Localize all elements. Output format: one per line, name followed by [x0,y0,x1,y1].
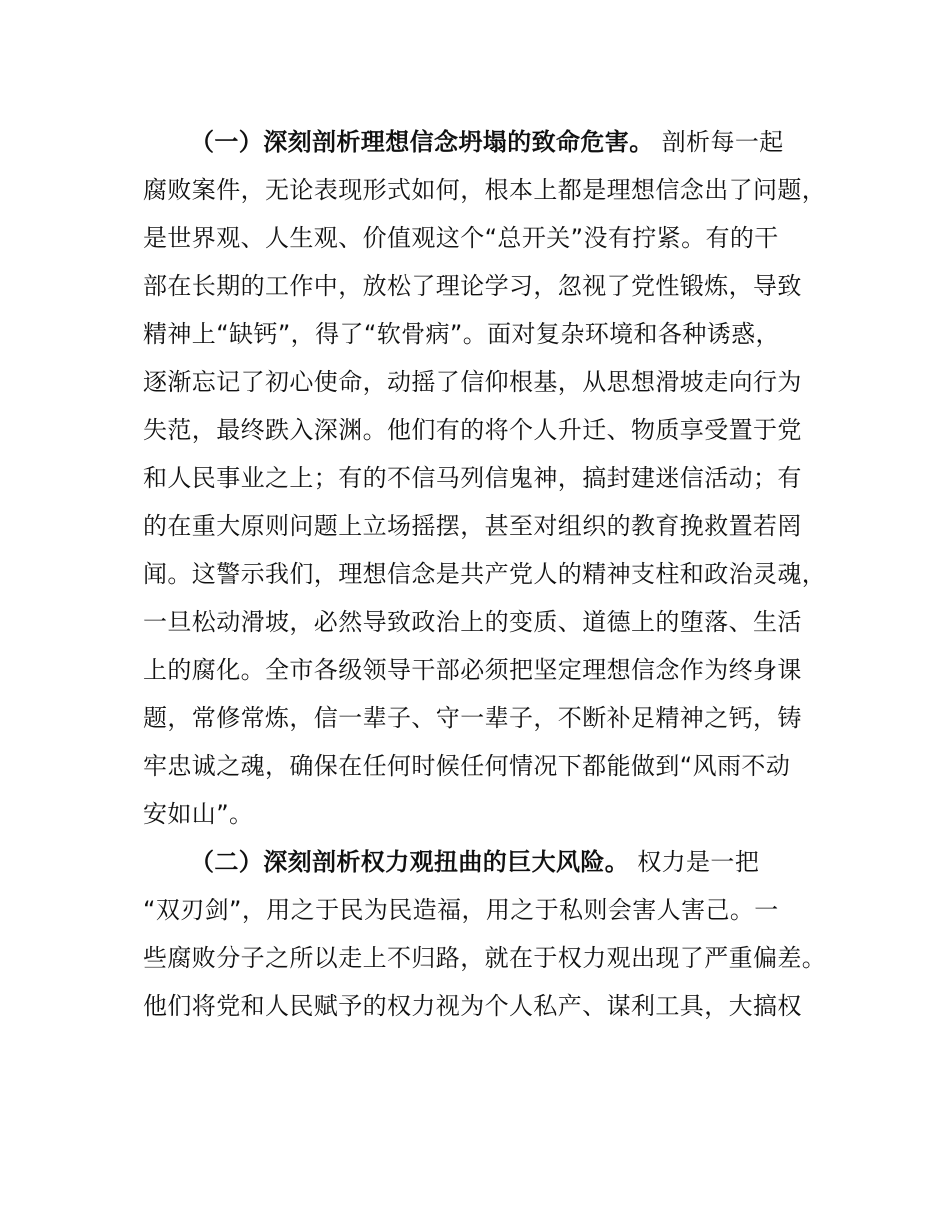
text-line: 逐渐忘记了初心使命，动摇了信仰根基，从思想滑坡走向行为 [143,368,802,396]
section-heading-1: （一）深刻剖析理想信念坍塌的致命危害。 [190,128,654,156]
text-line: 腐败案件，无论表现形式如何，根本上都是理想信念出了问题， [143,176,827,204]
text-line: 一旦松动滑坡，必然导致政治上的变质、道德上的堕落、生活 [143,608,802,636]
text-line: 和人民事业之上；有的不信马列信鬼神，搞封建迷信活动；有 [143,464,802,492]
text-line: 上的腐化。全市各级领导干部必须把坚定理想信念作为终身课 [143,656,802,684]
text-line: 闻。这警示我们，理想信念是共产党人的精神支柱和政治灵魂， [143,560,827,588]
text-line: 他们将党和人民赋予的权力视为个人私产、谋利工具，大搞权 [143,992,802,1020]
text-line: 的在重大原则问题上立场摇摆，甚至对组织的教育挽救置若罔 [143,512,802,540]
paragraph-2-lead: 权力是一把 [629,848,760,876]
paragraph-2-first-line [143,844,833,892]
paragraph-1-first-line [143,124,833,172]
section-heading-2: （二）深刻剖析权力观扭曲的巨大风险。 [190,848,630,876]
text-line: 安如山”。 [143,800,254,828]
text-line: 些腐败分子之所以走上不归路，就在于权力观出现了严重偏差。 [143,944,827,972]
paragraph-2 [143,844,833,1036]
paragraph-1-lead: 剖析每一起 [653,128,784,156]
text-line: 精神上“缺钙”，得了“软骨病”。面对复杂环境和各种诱惑， [143,320,780,348]
document-body [143,124,833,1036]
paragraph-1 [143,124,833,844]
text-line: 题，常修常炼，信一辈子、守一辈子，不断补足精神之钙，铸 [143,704,802,732]
text-line: 失范，最终跌入深渊。他们有的将个人升迁、物质享受置于党 [143,416,802,444]
text-line: 是世界观、人生观、价值观这个“总开关”没有拧紧。有的干 [143,224,779,252]
text-line: 牢忠诚之魂，确保在任何时候任何情况下都能做到“风雨不动 [143,752,791,780]
text-line: “双刃剑”，用之于民为民造福，用之于私则会害人害己。一 [143,896,779,924]
text-line: 部在长期的工作中，放松了理论学习，忽视了党性锻炼，导致 [143,272,802,300]
